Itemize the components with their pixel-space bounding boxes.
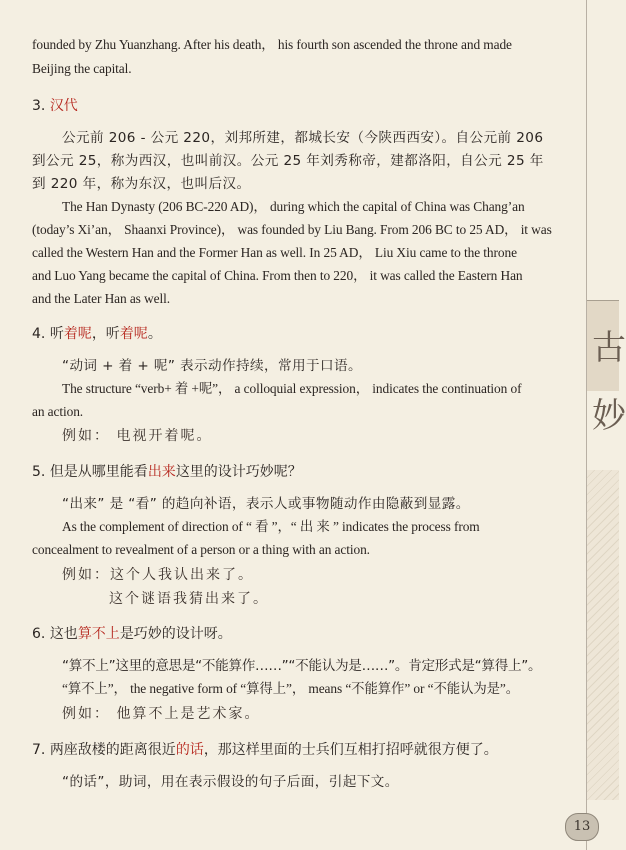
decorative-illustration bbox=[587, 470, 619, 800]
title-highlight: 算不上 bbox=[77, 626, 120, 642]
s3-en-line-5: and the Later Han as well. bbox=[32, 291, 170, 306]
title-part: 这里的设计巧妙呢？ bbox=[175, 464, 302, 480]
section-3-heading bbox=[32, 95, 78, 117]
title-part: 。 bbox=[147, 326, 162, 342]
s3-cn-line-3: 到 220 年，称为东汉，也叫后汉。 bbox=[32, 176, 251, 192]
s5-en-line-2: concealment to revealment of a person or a thing with an action. bbox=[32, 542, 370, 557]
s4-en-line-1: The structure “verb+ 着 +呢”， a colloquial expression， indicates the continuation of bbox=[62, 381, 522, 396]
title-part: 听 bbox=[49, 326, 64, 342]
section-title: 汉代 bbox=[49, 98, 78, 114]
title-part: 两座敌楼的距离很近 bbox=[49, 742, 176, 758]
title-highlight: 着呢 bbox=[63, 326, 92, 342]
s4-en-line-2: an action. bbox=[32, 404, 84, 419]
decorative-glyph-2: 妙 bbox=[592, 396, 626, 436]
s3-cn-line-1: 公元前 206 - 公元 220，刘邦所建，都城长安（今陕西西安）。自公元前 206 bbox=[62, 130, 544, 146]
title-highlight: 的话 bbox=[175, 742, 204, 758]
s3-cn-line-2: 到公元 25，称为西汉，也叫前汉。公元 25 年刘秀称帝，建都洛阳，自公元 25 年 bbox=[32, 153, 544, 169]
title-highlight: 出来 bbox=[147, 464, 176, 480]
title-part: 是巧妙的设计呀。 bbox=[119, 626, 232, 642]
s5-cn-line-1: “出来” 是 “看” 的趋向补语，表示人或事物随动作由隐蔽到显露。 bbox=[62, 496, 470, 512]
s4-example: 例如： 电视开着呢。 bbox=[62, 428, 213, 444]
section-number: 6. bbox=[32, 626, 46, 642]
section-5-heading bbox=[32, 461, 302, 483]
section-number: 7. bbox=[32, 742, 46, 758]
page-number: 13 bbox=[565, 813, 599, 841]
title-part: ，听 bbox=[91, 326, 120, 342]
s6-en-line-1: “算不上”， the negative form of “算得上”， means “不能算作” or “不能认为是”。 bbox=[62, 681, 520, 696]
s5-en-line-1: As the complement of direction of “ 看 ”，“ 出 来 ” indicates the process from bbox=[62, 519, 480, 534]
s6-example: 例如： 他算不上是艺术家。 bbox=[62, 706, 261, 722]
section-7-heading bbox=[32, 739, 498, 761]
section-number: 4. bbox=[32, 326, 46, 342]
title-part: 但是从哪里能看 bbox=[49, 464, 148, 480]
title-highlight: 着呢 bbox=[119, 326, 148, 342]
s5-example-1: 例如：这个人我认出来了。 bbox=[62, 567, 254, 583]
section-4-heading bbox=[32, 323, 162, 345]
title-part: 这也 bbox=[49, 626, 78, 642]
s6-cn-line-1: “算不上”这里的意思是“不能算作……”“不能认为是……”。肯定形式是“算得上”。 bbox=[62, 658, 542, 674]
section-number: 5. bbox=[32, 464, 46, 480]
s3-en-line-1: The Han Dynasty (206 BC-220 AD)， during which the capital of China was Chang’an bbox=[62, 199, 525, 214]
section-6-heading bbox=[32, 623, 232, 645]
section-number: 3. bbox=[32, 98, 46, 114]
intro-line-1: founded by Zhu Yuanzhang. After his death， his fourth son ascended the throne and made bbox=[32, 37, 512, 52]
s3-en-line-4: and Luo Yang became the capital of China. From then to 220， it was called the Eastern Han bbox=[32, 268, 523, 283]
decorative-glyph-1: 古 bbox=[592, 328, 626, 368]
intro-line-2: Beijing the capital. bbox=[32, 61, 132, 76]
s7-cn-line-1: “的话”，助词，用在表示假设的句子后面，引起下文。 bbox=[62, 774, 399, 790]
s5-example-2: 这个谜语我猜出来了。 bbox=[109, 591, 269, 607]
s3-en-line-3: called the Western Han and the Former Han as well. In 25 AD， Liu Xiu came to the throne bbox=[32, 245, 517, 260]
title-part: ，那这样里面的士兵们互相打招呼就很方便了。 bbox=[203, 742, 498, 758]
s4-cn-line-1: “动词 + 着 + 呢” 表示动作持续，常用于口语。 bbox=[62, 358, 362, 374]
s3-en-line-2: (today’s Xi’an， Shaanxi Province)， was founded by Liu Bang. From 206 BC to 25 AD， it was bbox=[32, 222, 552, 237]
